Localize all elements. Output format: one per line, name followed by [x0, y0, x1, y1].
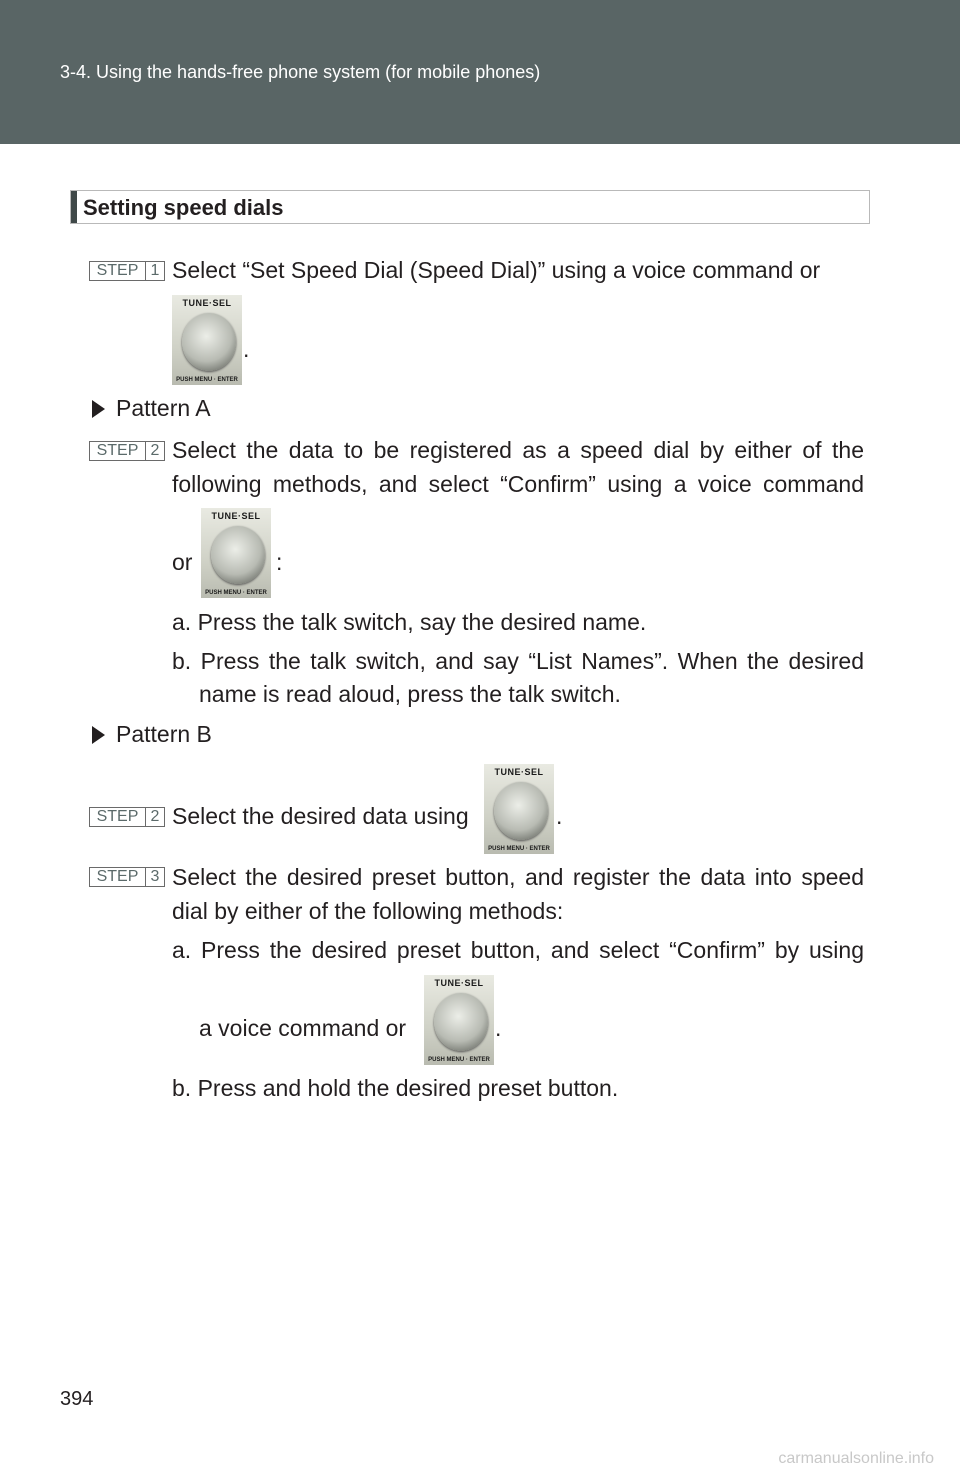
tune-sel-knob-icon [484, 764, 554, 854]
pattern-b-label: Pattern B [116, 721, 212, 747]
pattern-b-arrow-icon [92, 726, 105, 744]
knob-bottom-label: PUSH MENU · ENTER [205, 590, 267, 596]
knob-bottom-label: PUSH MENU · ENTER [428, 1057, 490, 1063]
step-word: STEP [90, 868, 146, 886]
watermark: carmanualsonline.info [778, 1450, 934, 1467]
pattern-b-item-b: b. Press and hold the desired preset button. [172, 1075, 619, 1101]
knob-dial [434, 993, 488, 1051]
step-number: 2 [150, 442, 160, 459]
knob-top-label: TUNE·SEL [211, 511, 261, 521]
knob-bottom-label: PUSH MENU · ENTER [176, 377, 238, 383]
pattern-b-step-3-badge [89, 867, 165, 887]
knob-dial [494, 782, 548, 840]
pattern-b-item-a-suffix: . [495, 1015, 502, 1041]
pattern-b-step-3-line1: Select the desired preset button, and register the data into speed [172, 864, 864, 890]
pattern-a-item-b-line2: name is read aloud, press the talk switch. [199, 681, 621, 707]
step-1-text: Select “Set Speed Dial (Speed Dial)” using a voice command or [172, 257, 821, 283]
step-word: STEP [90, 442, 146, 460]
tune-sel-knob-icon [201, 508, 271, 598]
knob-top-label: TUNE·SEL [434, 978, 484, 988]
step-word: STEP [90, 262, 146, 280]
pattern-a-label: Pattern A [116, 395, 211, 421]
pattern-b-step-2-text: Select the desired data using [172, 803, 469, 829]
tune-sel-knob-icon [424, 975, 494, 1065]
pattern-b-step-2-suffix: . [556, 803, 563, 829]
pattern-a-step-2-colon: : [276, 549, 283, 575]
section-marker [71, 191, 77, 223]
pattern-a-step-2-or: or [172, 549, 193, 575]
step-number: 2 [150, 808, 160, 825]
knob-top-label: TUNE·SEL [494, 767, 544, 777]
pattern-a-item-a: a. Press the talk switch, say the desired name. [172, 609, 647, 635]
knob-dial [182, 313, 236, 371]
pattern-b-step-2-badge [89, 807, 165, 827]
knob-dial [211, 526, 265, 584]
pattern-a-item-b-line1: b. Press the talk switch, and say “List Names”. When the desired [172, 648, 864, 674]
chapter-title: 3-4. Using the hands-free phone system (for mobile phones) [60, 62, 541, 82]
tune-sel-knob-icon [172, 295, 242, 385]
knob-top-label: TUNE·SEL [182, 298, 232, 308]
step-number: 3 [150, 868, 160, 885]
pattern-a-step-2-line2: following methods, and select “Confirm” using a voice command [172, 471, 864, 497]
page-number: 394 [60, 1388, 94, 1410]
pattern-a-step-2-badge [89, 441, 165, 461]
step-1-suffix: . [243, 336, 250, 362]
chapter-header [0, 0, 960, 144]
step-number: 1 [150, 262, 160, 279]
section-heading [70, 190, 870, 224]
pattern-b-item-a-line2: a voice command or [199, 1015, 407, 1041]
pattern-b-step-3-line2: dial by either of the following methods: [172, 898, 564, 924]
step-1-badge [89, 261, 165, 281]
pattern-a-step-2-line1: Select the data to be registered as a speed dial by either of the [172, 437, 864, 463]
section-title: Setting speed dials [83, 195, 284, 220]
knob-bottom-label: PUSH MENU · ENTER [488, 846, 550, 852]
pattern-b-item-a-line1: a. Press the desired preset button, and select “Confirm” by using [172, 937, 864, 963]
step-word: STEP [90, 808, 146, 826]
pattern-a-arrow-icon [92, 400, 105, 418]
